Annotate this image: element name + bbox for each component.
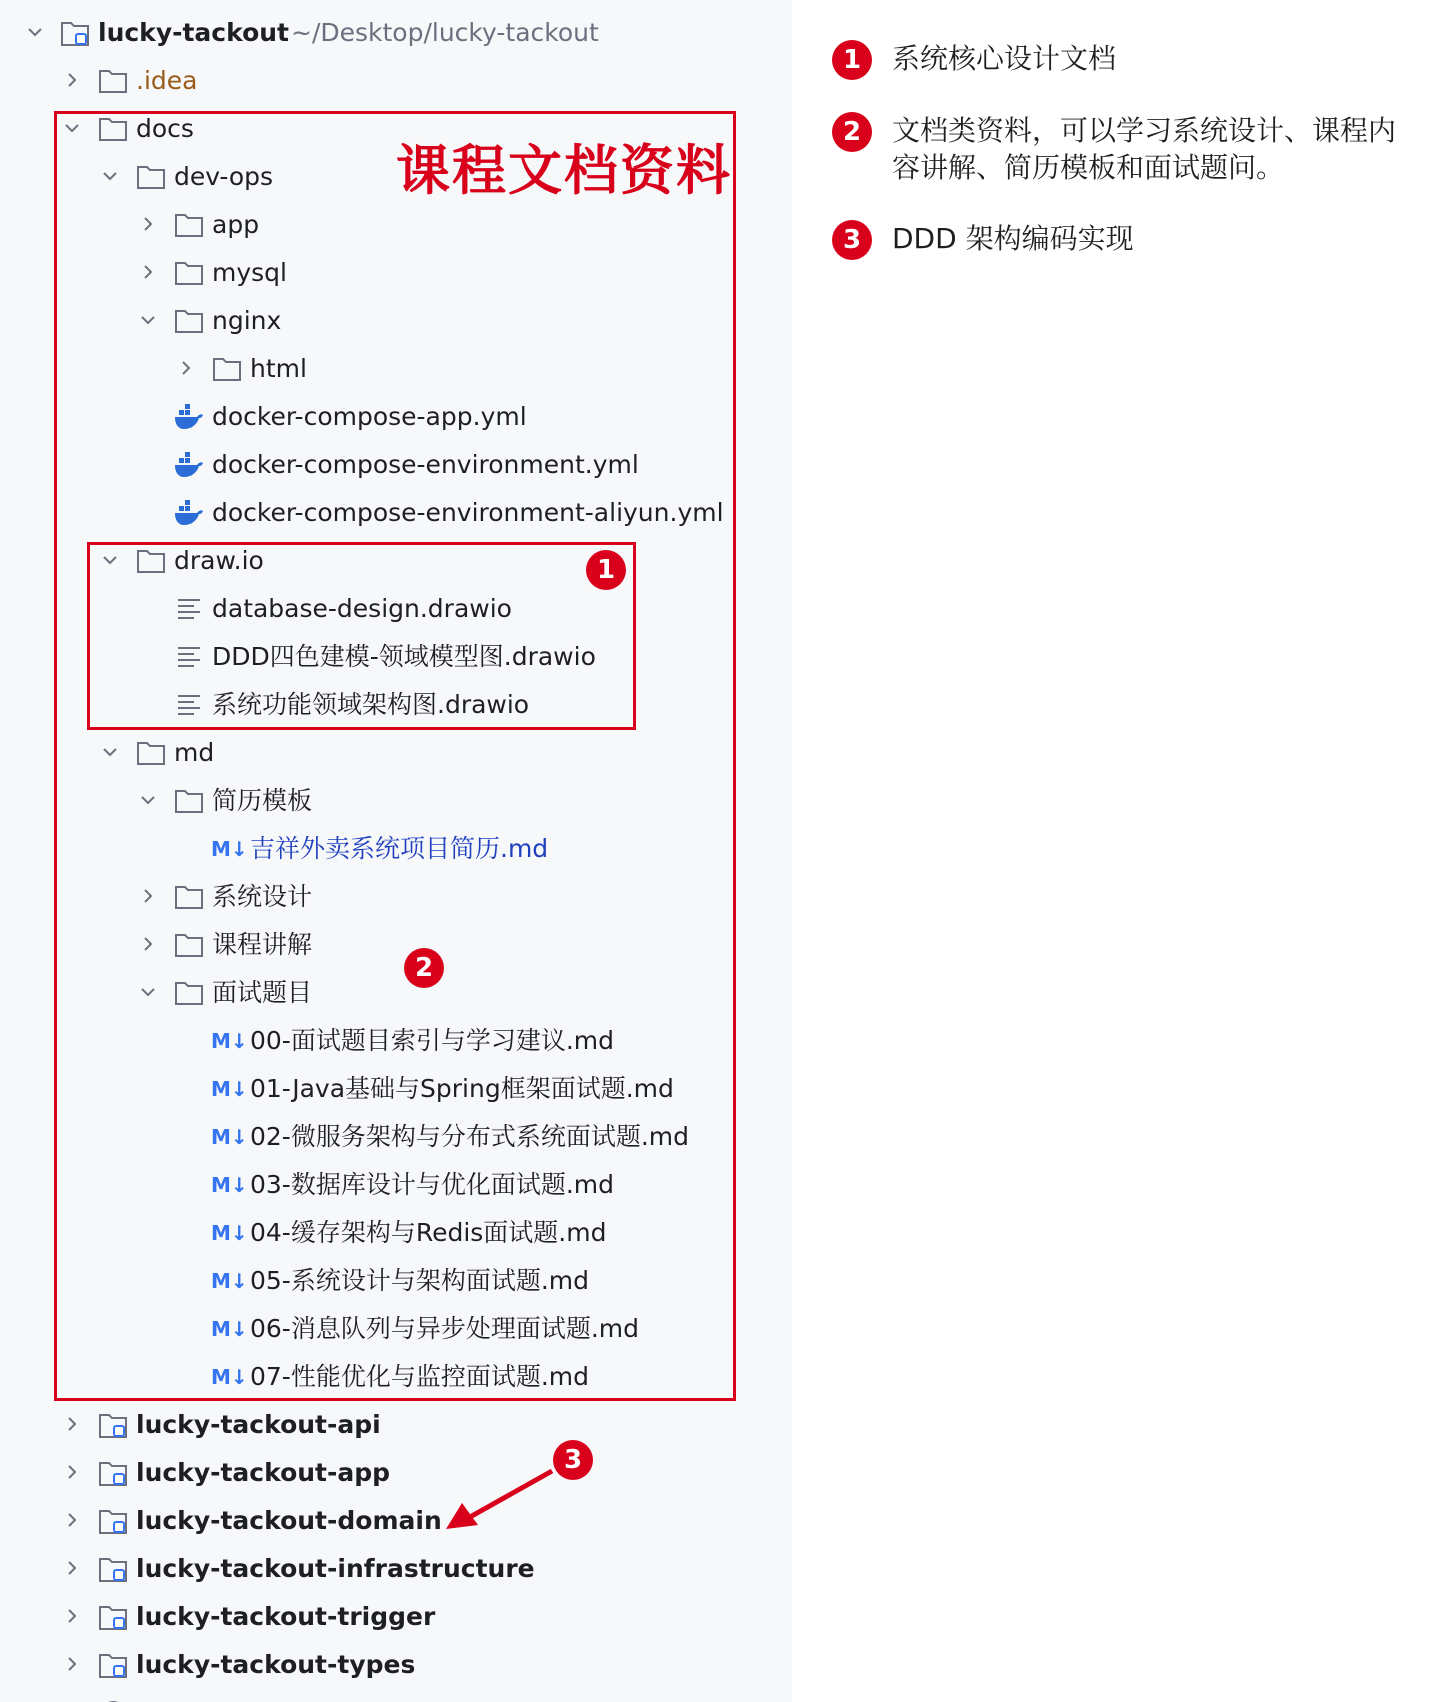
legend-text-2: 文档类资料，可以学习系统设计、课程内容讲解、简历模板和面试题问。 <box>892 114 1397 184</box>
folder-label-app[interactable]: app <box>212 210 260 239</box>
folder-label-dev-ops[interactable]: dev-ops <box>174 162 274 191</box>
legend-badge-3: 3 <box>832 220 872 260</box>
tree-row-module[interactable] <box>0 1641 792 1689</box>
annotation-badge-2: 2 <box>404 948 444 988</box>
file-label-domain-arch[interactable]: 系统功能领域架构图.drawio <box>212 690 530 719</box>
folder-label-interview[interactable]: 面试题目 <box>212 978 313 1007</box>
tree-row-partial <box>0 1689 792 1702</box>
module-folder-icon <box>97 1458 129 1488</box>
markdown-icon: M↓ <box>211 1269 248 1293</box>
module-folder-icon <box>97 1554 129 1584</box>
chevron-right-icon[interactable] <box>59 1603 85 1629</box>
folder-label-resume-template[interactable]: 简历模板 <box>212 786 313 815</box>
file-label-interview[interactable]: 07-性能优化与监控面试题.md <box>250 1362 590 1391</box>
tree-row-root[interactable] <box>0 9 792 57</box>
module-folder-icon <box>97 1650 129 1680</box>
module-label[interactable]: lucky-tackout-infrastructure <box>136 1554 535 1583</box>
module-folder-icon <box>97 1506 129 1536</box>
tree-row-module[interactable] <box>0 1449 792 1497</box>
legend-text-3: DDD 架构编码实现 <box>892 222 1134 255</box>
folder-icon <box>97 66 129 96</box>
file-label-interview[interactable]: 01-Java基础与Spring框架面试题.md <box>250 1074 674 1103</box>
tree-row-module[interactable] <box>0 1401 792 1449</box>
folder-label-system-design[interactable]: 系统设计 <box>212 882 313 911</box>
chevron-right-icon[interactable] <box>59 1507 85 1533</box>
module-label[interactable]: lucky-tackout-domain <box>136 1506 442 1535</box>
legend-badge-1: 1 <box>832 40 872 80</box>
file-label-interview[interactable]: 06-消息队列与异步处理面试题.md <box>250 1314 640 1343</box>
legend-badge-2: 2 <box>832 112 872 152</box>
file-label-compose-app[interactable]: docker-compose-app.yml <box>212 402 527 431</box>
arrow-icon <box>440 1465 560 1535</box>
markdown-icon: M↓ <box>211 1125 248 1149</box>
folder-label-docs[interactable]: docs <box>136 114 194 143</box>
tree-row-module[interactable] <box>0 1497 792 1545</box>
section-title-annotation: 课程文档资料 <box>396 139 732 202</box>
annotation-badge-1: 1 <box>586 550 626 590</box>
tree-row-idea[interactable] <box>0 57 792 105</box>
clipped-item-icon <box>97 1698 129 1702</box>
file-label-db-design[interactable]: database-design.drawio <box>212 594 512 623</box>
file-label-compose-env[interactable]: docker-compose-environment.yml <box>212 450 639 479</box>
markdown-icon: M↓ <box>211 1077 248 1101</box>
markdown-icon: M↓ <box>211 1173 248 1197</box>
docs-highlight-box <box>54 111 736 1401</box>
module-label[interactable]: lucky-tackout-api <box>136 1410 381 1439</box>
root-project-path: ~/Desktop/lucky-tackout <box>291 18 599 47</box>
folder-label-mysql[interactable]: mysql <box>212 258 287 287</box>
folder-label-md[interactable]: md <box>174 738 215 767</box>
module-folder-icon <box>59 18 91 48</box>
annotation-badge-3: 3 <box>553 1440 593 1480</box>
markdown-icon: M↓ <box>211 1365 248 1389</box>
chevron-right-icon[interactable] <box>59 1411 85 1437</box>
tree-row-module[interactable] <box>0 1593 792 1641</box>
folder-label-course[interactable]: 课程讲解 <box>212 930 313 959</box>
chevron-right-icon[interactable] <box>59 1651 85 1677</box>
folder-label-idea[interactable]: .idea <box>136 66 198 95</box>
root-project-name[interactable]: lucky-tackout <box>98 18 290 47</box>
module-label[interactable]: lucky-tackout-trigger <box>136 1602 436 1631</box>
folder-label-drawio[interactable]: draw.io <box>174 546 264 575</box>
file-label-interview[interactable]: 02-微服务架构与分布式系统面试题.md <box>250 1122 690 1151</box>
tree-row-module[interactable] <box>0 1545 792 1593</box>
module-label[interactable]: lucky-tackout-types <box>136 1650 416 1679</box>
folder-label-html[interactable]: html <box>250 354 307 383</box>
file-label-interview[interactable]: 00-面试题目索引与学习建议.md <box>250 1026 615 1055</box>
chevron-down-icon[interactable] <box>22 19 48 45</box>
module-folder-icon <box>97 1602 129 1632</box>
markdown-icon: M↓ <box>211 1317 248 1341</box>
legend-text-1: 系统核心设计文档 <box>892 42 1117 75</box>
markdown-icon: M↓ <box>211 1221 248 1245</box>
file-label-interview[interactable]: 03-数据库设计与优化面试题.md <box>250 1170 615 1199</box>
file-label-resume[interactable]: 吉祥外卖系统项目简历.md <box>250 834 549 863</box>
markdown-icon: M↓ <box>211 1029 248 1053</box>
chevron-right-icon[interactable] <box>59 67 85 93</box>
module-label[interactable]: lucky-tackout-app <box>136 1458 391 1487</box>
folder-label-nginx[interactable]: nginx <box>212 306 282 335</box>
file-label-interview[interactable]: 04-缓存架构与Redis面试题.md <box>250 1218 607 1247</box>
file-label-ddd-model[interactable]: DDD四色建模-领域模型图.drawio <box>212 642 596 671</box>
chevron-right-icon[interactable] <box>59 1459 85 1485</box>
file-label-compose-env-aliyun[interactable]: docker-compose-environment-aliyun.yml <box>212 498 724 527</box>
file-label-interview[interactable]: 05-系统设计与架构面试题.md <box>250 1266 590 1295</box>
module-folder-icon <box>97 1410 129 1440</box>
markdown-icon: M↓ <box>211 837 248 861</box>
chevron-right-icon[interactable] <box>59 1555 85 1581</box>
drawio-highlight-box <box>87 542 636 730</box>
